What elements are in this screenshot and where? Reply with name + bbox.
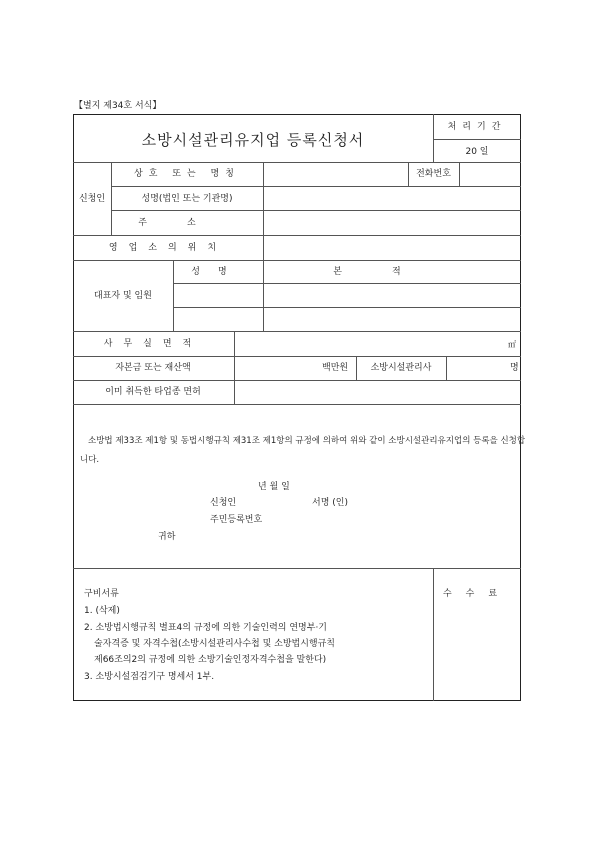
representative-group-label: 대표자 및 임원 bbox=[94, 291, 152, 301]
signature-id-label: 주민등록번호 bbox=[210, 515, 263, 525]
rep-name-field-2[interactable] bbox=[174, 308, 262, 330]
outer-border-bottom bbox=[73, 700, 521, 701]
signature-date: 년 월 일 bbox=[258, 482, 290, 492]
document-item-3: 3. 소방시설점검기구 명세서 1부. bbox=[84, 672, 215, 682]
fire-manager-label: 소방시설관리사 bbox=[370, 363, 432, 373]
outer-border-top bbox=[73, 114, 521, 115]
rep-domicile-field-1[interactable] bbox=[264, 284, 519, 306]
acquired-licenses-field[interactable] bbox=[235, 381, 519, 403]
rep-name-field-1[interactable] bbox=[174, 284, 262, 306]
capital-label: 자본금 또는 재산액 bbox=[115, 363, 191, 373]
office-area-label: 사무실면적 bbox=[103, 339, 203, 349]
document-item-2: 2. 소방법시행규칙 별표4의 규정에 의한 기술인력의 연명부·기 bbox=[84, 623, 327, 633]
address-label: 주소 bbox=[138, 218, 236, 228]
rep-domicile-header: 본적 bbox=[333, 267, 451, 277]
document-item-2-cont2: 제66조의2의 규정에 의한 소방기술인정자격수첩을 말한다) bbox=[94, 655, 327, 665]
business-location-field[interactable] bbox=[264, 236, 519, 259]
document-item-2-cont: 술자격증 및 자격수첩(소방시설관리사수첩 및 소방법시행규칙 bbox=[94, 639, 336, 649]
fee-label: 수수료 bbox=[442, 589, 512, 599]
applicant-group-label: 신청인 bbox=[78, 194, 106, 204]
capital-unit: 백만원 bbox=[322, 363, 349, 373]
fire-manager-count-field[interactable] bbox=[447, 357, 507, 379]
acquired-licenses-label: 이미 취득한 타업종 면허 bbox=[105, 387, 201, 397]
processing-period-label: 처리기간 bbox=[447, 122, 507, 132]
documents-header: 구비서류 bbox=[84, 589, 119, 599]
trade-name-field[interactable] bbox=[264, 163, 407, 185]
phone-label: 전화번호 bbox=[416, 169, 451, 179]
phone-field[interactable] bbox=[460, 163, 519, 185]
signature-recipient: 귀하 bbox=[158, 532, 176, 542]
form-number: 【별지 제34호 서식】 bbox=[74, 101, 162, 111]
office-area-field[interactable] bbox=[235, 332, 505, 355]
signature-applicant-label: 신청인 bbox=[210, 498, 237, 508]
rep-name-header: 성명 bbox=[191, 267, 245, 277]
form-title: 소방시설관리유지업 등록신청서 bbox=[141, 131, 365, 149]
document-item-1: 1. (삭제) bbox=[84, 606, 120, 616]
applicant-name-field[interactable] bbox=[264, 187, 519, 210]
address-field[interactable] bbox=[264, 211, 519, 234]
applicant-name-label: 성명(법인 또는 기관명) bbox=[141, 194, 233, 204]
trade-name-label: 상호 또는 명칭 bbox=[134, 169, 240, 179]
office-area-unit: ㎡ bbox=[508, 340, 516, 349]
fire-manager-unit: 명 bbox=[510, 363, 519, 373]
rep-domicile-field-2[interactable] bbox=[264, 308, 519, 330]
application-statement: 소방법 제33조 제1항 및 동법시행규칙 제31조 제1항의 규정에 의하여 위와 같이 소방시설관리유지업의 등록을 신청합니다. bbox=[80, 436, 526, 465]
processing-period-value: 20 일 bbox=[465, 147, 489, 157]
capital-field[interactable] bbox=[235, 357, 320, 379]
signature-sign-label: 서명 (인) bbox=[312, 498, 348, 508]
outer-border-right bbox=[520, 114, 521, 701]
business-location-label: 영업소의위치 bbox=[108, 243, 228, 253]
